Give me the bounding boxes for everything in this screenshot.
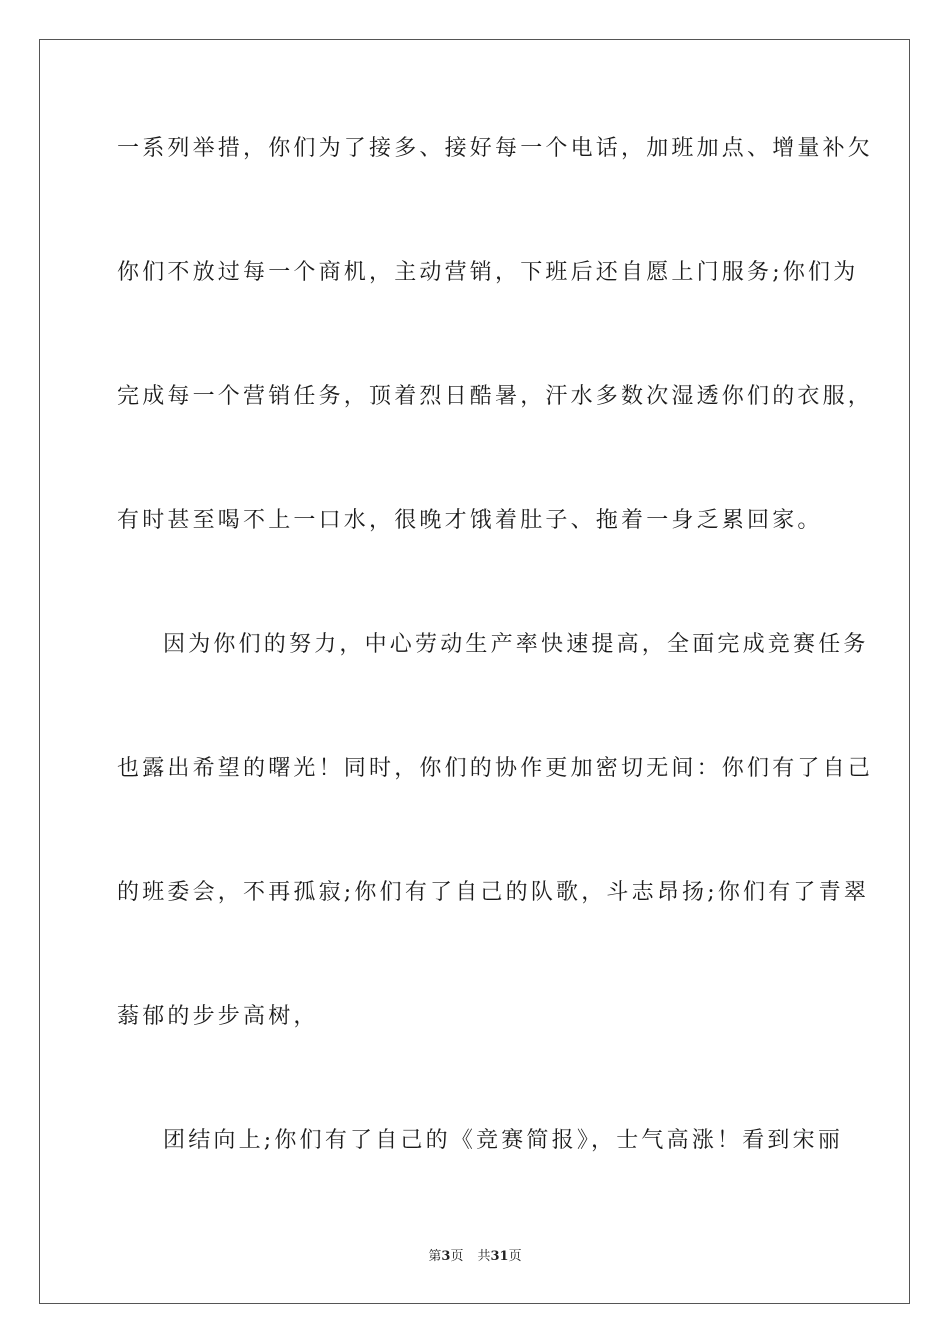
text-line-5-indented: 因为你们的努力，中心劳动生产率快速提高，全面完成竞赛任务	[163, 632, 869, 657]
total-pages: 31	[490, 1249, 509, 1264]
page-number: 3	[441, 1249, 451, 1264]
text-line-2: 你们不放过每一个商机，主动营销，下班后还自愿上门服务;你们为	[117, 260, 859, 285]
text-line-1: 一系列举措，你们为了接多、接好每一个电话，加班加点、增量补欠	[117, 136, 874, 161]
page-prefix: 第	[428, 1249, 442, 1264]
total-prefix: 共	[477, 1249, 491, 1264]
text-line-8: 蓊郁的步步高树，	[117, 1004, 319, 1029]
page-footer	[0, 1248, 950, 1266]
page-border	[39, 39, 910, 1304]
text-line-6: 也露出希望的曙光！同时，你们的协作更加密切无间：你们有了自己	[117, 756, 874, 781]
text-line-3: 完成每一个营销任务，顶着烈日酷暑，汗水多数次湿透你们的衣服，	[117, 384, 874, 409]
text-line-4: 有时甚至喝不上一口水，很晚才饿着肚子、拖着一身乏累回家。	[117, 508, 823, 533]
page-suffix: 页	[450, 1249, 464, 1264]
total-suffix: 页	[508, 1249, 522, 1264]
text-line-7: 的班委会，不再孤寂;你们有了自己的队歌，斗志昂扬;你们有了青翠	[117, 880, 870, 905]
text-line-9-indented: 团结向上;你们有了自己的《竞赛简报》，士气高涨！看到宋丽	[163, 1128, 844, 1153]
